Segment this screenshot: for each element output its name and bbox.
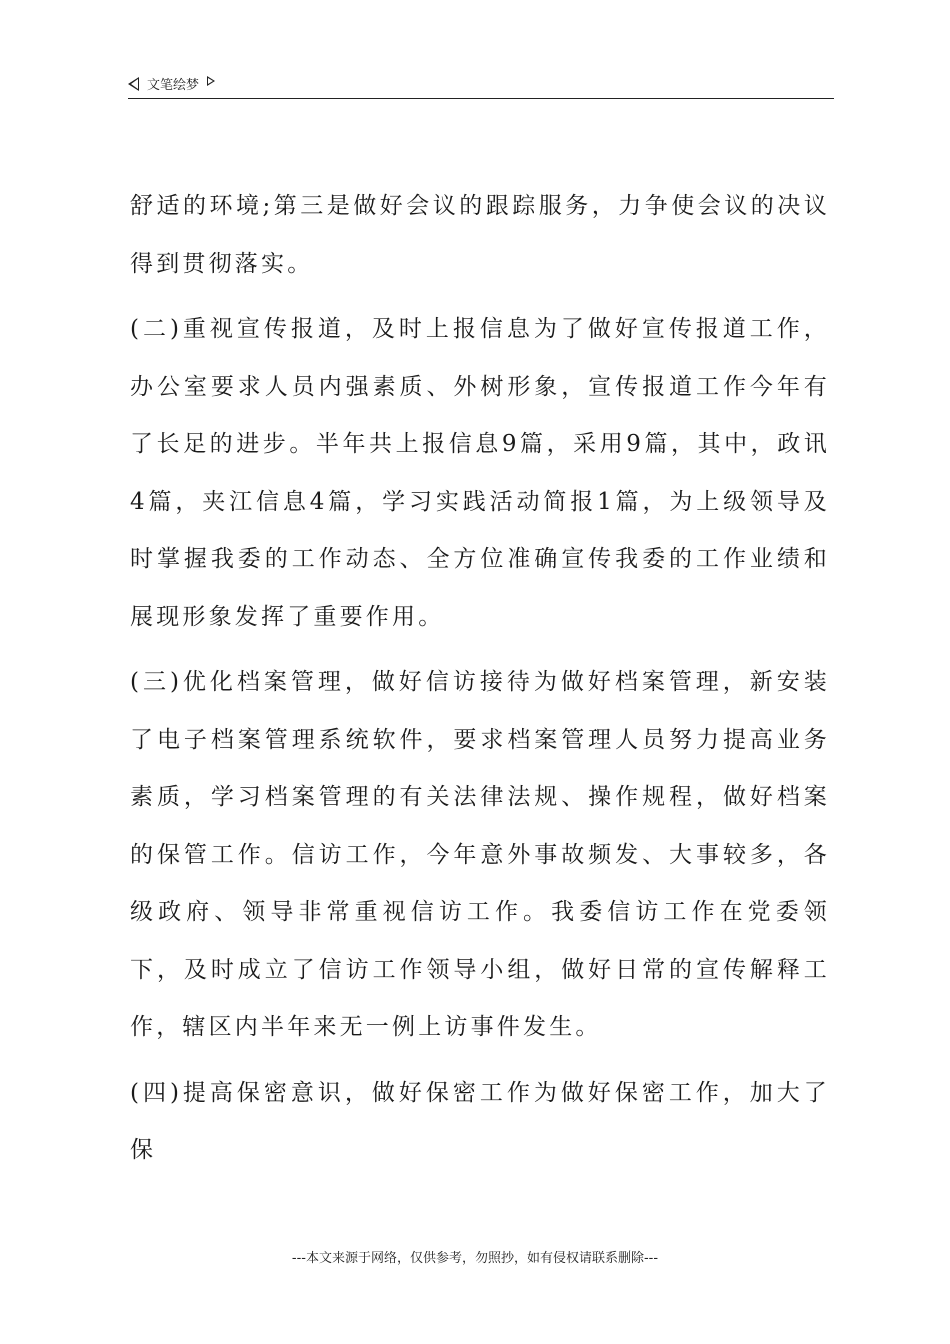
- paragraph-publicity: (二)重视宣传报道，及时上报信息为了做好宣传报道工作，办公室要求人员内强素质、外树形象，宣传报道工作今年有了长足的进步。半年共上报信息9篇，采用9篇，其中，政讯4篇，夹江信息4篇，学习实践活动简报1篇，为上级领导及时掌握我委的工作动态、全方位准确宣传我委的工作业绩和展现形象发挥了重要作用。: [130, 316, 830, 630]
- paragraph-archives: (三)优化档案管理，做好信访接待为做好档案管理，新安装了电子档案管理系统软件，要求档案管理人员努力提高业务素质，学习档案管理的有关法律法规、操作规程，做好档案的保管工作。信访工作，今年意外事故频发、大事较多，各级政府、领导非常重视信访工作。我委信访工作在党委领下，及时成立了信访工作领导小组，做好日常的宣传解释工作，辖区内半年来无一例上访事件发生。: [130, 669, 830, 1040]
- page-header: [128, 72, 834, 99]
- document-body: [130, 178, 830, 1188]
- header-brand: [128, 74, 215, 93]
- paragraph-continuation: 舒适的环境;第三是做好会议的跟踪服务，力争使会议的决议得到贯彻落实。: [130, 193, 830, 277]
- page-footer: ---本文来源于网络，仅供参考，勿照抄，如有侵权请联系删除---: [291, 1251, 659, 1266]
- header-title: 文笔绘梦: [147, 78, 200, 93]
- triangle-right-icon: [207, 76, 215, 86]
- paragraph-confidentiality: (四)提高保密意识，做好保密工作为做好保密工作，加大了保: [130, 1079, 830, 1163]
- triangle-left-icon: [128, 77, 139, 91]
